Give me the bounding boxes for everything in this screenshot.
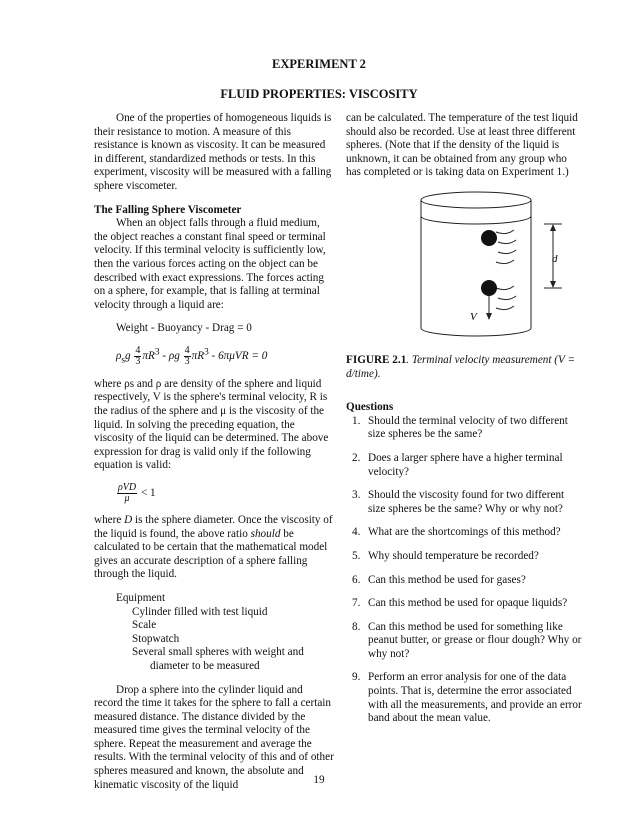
procedure-paragraph: Drop a sphere into the cylinder liquid and record the time it takes for the sphere to fall a certain measured distance. The distance divided by the measured time gives the terminal velocity of the sphere. Repeat the measurement and average the results. With the terminal velocity of this and of other spheres measured and known, the absolute and kinematic viscosity of the liquid bbox=[94, 683, 334, 791]
continuation-paragraph: can be calculated. The temperature of the test liquid should also be recorded. Use at least three different spheres. (Note that if the density of the liquid is unknown, it can be obtained from any group who has completed or is taking data on Experiment 1.) bbox=[346, 112, 578, 179]
list-item: 7. Can this method be used for opaque liquids? bbox=[352, 597, 568, 610]
eq-pi-r: πR bbox=[142, 349, 155, 362]
ratio-paragraph: where D is the sphere diameter. Once the viscosity of the liquid is found, the above ratio should be calculated to be certain that the mathematical model gives an accurate description of a sphere falling through the liquid. bbox=[94, 513, 333, 581]
flow-line bbox=[496, 286, 514, 290]
list-item: 8. Can this method be used for something like peanut butter, or grease or flour dough? Why or why not? bbox=[352, 620, 582, 660]
list-item: 5. Why should temperature be recorded? bbox=[352, 549, 539, 562]
eq-cube-2: 3 bbox=[204, 347, 209, 358]
page-title: FLUID PROPERTIES: VISCOSITY bbox=[220, 87, 418, 101]
eq-g: g bbox=[125, 349, 131, 362]
list-item: 1. Should the terminal velocity of two different size spheres be the same? bbox=[352, 414, 568, 441]
flow-line bbox=[498, 296, 516, 300]
eq-drag-term: - 6πμVR = 0 bbox=[208, 349, 268, 362]
fraction-four-thirds: $\frac{4}{3}$ bbox=[135, 344, 141, 367]
list-item: 6. Can this method be used for gases? bbox=[352, 573, 526, 586]
upper-sphere bbox=[481, 230, 497, 246]
eq-sub-s: s bbox=[121, 355, 126, 366]
expanded-equation bbox=[94, 346, 334, 368]
questions-heading: Questions bbox=[346, 401, 394, 414]
intro-paragraph: One of the properties of homogeneous liquids is their resistance to motion. A measure of this resistance is known as viscosity. It can be measured in different, standardized methods or tests. In this experiment, viscosity will be measured with a falling sphere viscometer. bbox=[94, 112, 332, 192]
lower-sphere bbox=[481, 280, 497, 296]
equipment-label: Equipment bbox=[116, 591, 166, 604]
label-d: d bbox=[552, 252, 558, 265]
equipment-item: Cylinder filled with test liquid bbox=[132, 605, 268, 618]
equipment-item: Several small spheres with weight and bbox=[132, 646, 304, 659]
section-paragraph: When an object falls through a fluid medium, the object reaches a constant final speed or terminal velocity. If this terminal velocity is sufficiently low, then the various forces acting on the object can be described with exact expressions. The forces acting on a sphere, for example, that is falling at terminal velocity through a liquid are: bbox=[94, 217, 326, 311]
label-v: V bbox=[470, 310, 477, 323]
flow-line bbox=[498, 250, 516, 254]
left-column bbox=[94, 112, 334, 792]
list-item: 4. What are the shortcomings of this method? bbox=[352, 526, 561, 539]
liquid-surface bbox=[421, 216, 531, 224]
experiment-number: EXPERIMENT 2 bbox=[272, 57, 366, 71]
questions-list bbox=[346, 415, 584, 726]
section-heading: The Falling Sphere Viscometer bbox=[94, 203, 242, 216]
ratio-rhs: < 1 bbox=[140, 487, 156, 500]
list-item: 2. Does a larger sphere have a higher terminal velocity? bbox=[352, 451, 563, 478]
cylinder-top bbox=[421, 192, 531, 208]
equipment-list bbox=[94, 592, 334, 674]
eq-minus-rho-g: - ρg bbox=[159, 349, 183, 362]
ratio-numerator: ρVD bbox=[118, 481, 137, 493]
flow-line bbox=[496, 306, 514, 310]
ratio-denominator: μ bbox=[124, 492, 130, 504]
where-paragraph: where ρs and ρ are density of the sphere and liquid respectively, V is the sphere's terminal velocity, R is the radius of the sphere and μ is the viscosity of the liquid. In solving the preceding equation, the viscosity of the liquid can be determined. The above expression for drag is valid only if the following equation is valid: bbox=[94, 377, 329, 472]
equipment-item: Scale bbox=[132, 619, 157, 632]
velocity-arrow-head bbox=[486, 313, 492, 320]
eq-rho: ρ bbox=[116, 349, 122, 362]
equipment-item-continuation: diameter to be measured bbox=[150, 659, 260, 672]
fraction-four-thirds-2: $\frac{4}{3}$ bbox=[184, 344, 190, 367]
force-balance-equation: Weight - Buoyancy - Drag = 0 bbox=[116, 322, 252, 335]
equipment-item: Stopwatch bbox=[132, 632, 180, 645]
figure-caption: FIGURE 2.1. Terminal velocity measurement (V = d/time). bbox=[346, 353, 575, 380]
page-number: 19 bbox=[313, 774, 325, 786]
reynolds-ratio bbox=[94, 483, 334, 504]
eq-cube: 3 bbox=[154, 347, 160, 358]
flow-line bbox=[498, 240, 516, 244]
d-arrow-down bbox=[550, 281, 556, 288]
flow-line bbox=[496, 260, 514, 264]
flow-line bbox=[496, 230, 514, 234]
list-item: 3. Should the viscosity found for two different size spheres be the same? Why or why not? bbox=[352, 489, 565, 515]
right-column bbox=[346, 112, 584, 736]
list-item: 9. Perform an error analysis for one of the data points. That is, determine the error associated with all the measurements, and provide an error band about the mean value. bbox=[352, 671, 582, 725]
viscometer-figure bbox=[346, 188, 584, 344]
d-arrow-up bbox=[550, 224, 556, 231]
cylinder-bottom bbox=[421, 328, 531, 336]
eq-pi-r-2: πR bbox=[191, 349, 205, 362]
cylinder-diagram bbox=[421, 192, 562, 336]
